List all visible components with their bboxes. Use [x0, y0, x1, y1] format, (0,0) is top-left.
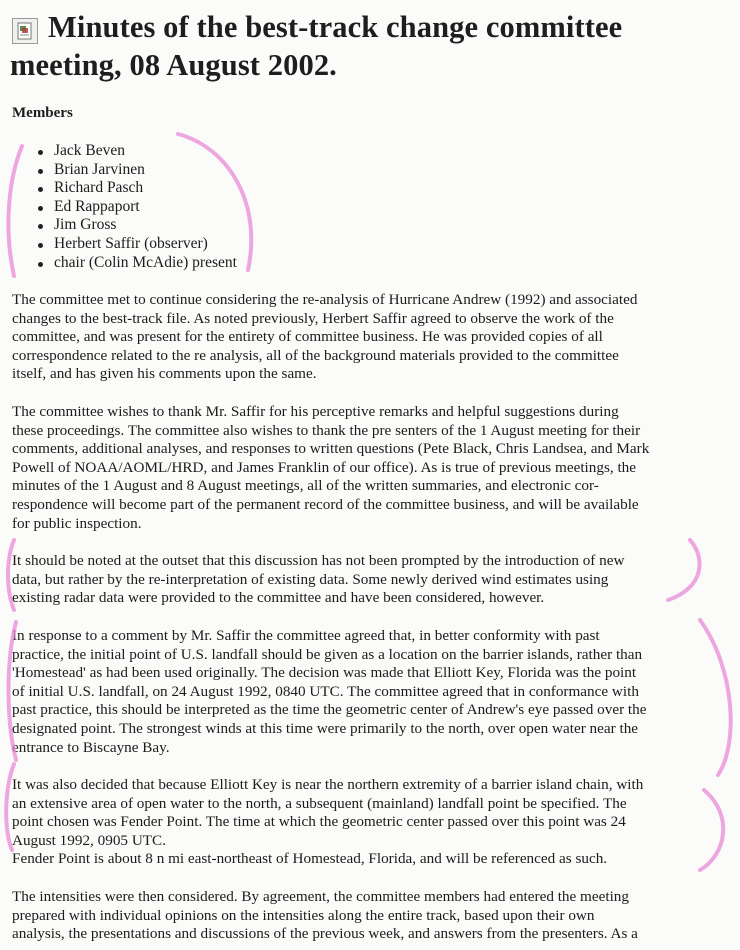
paragraph-line: point chosen was Fender Point. The time at which the geometric center passed over this point was 24 — [12, 813, 626, 831]
members-heading: Members — [12, 105, 73, 121]
paragraph-line: past practice, this should be interpreted as the time the geometric center of Andrew's eye passed over the — [12, 701, 647, 719]
paragraph-line: correspondence related to the re analysis, all of the background materials provided to the committee — [12, 346, 619, 364]
members-list — [16, 142, 237, 272]
paragraph-line: itself, and has given his comments upon the same. — [12, 365, 317, 383]
paragraph-line: data, but rather by the re-interpretation of existing data. Some newly derived wind estimates using — [12, 570, 609, 588]
member-item: Jack Beven — [16, 142, 237, 161]
paragraph-line: analysis, the presentations and discussions of the previous week, and answers from the presenters. As a — [12, 925, 638, 943]
member-item: Jim Gross — [16, 216, 237, 235]
paragraph-line: for public inspection. — [12, 514, 142, 532]
paragraph-line: an extensive area of open water to the north, a subsequent (mainland) landfall point be specified. The — [12, 794, 627, 812]
title-line-2: meeting, 08 August 2002. — [10, 48, 337, 82]
paragraph-line: 'Homestead' as had been used originally. The decision was made that Elliott Key, Florida was the point — [12, 664, 637, 682]
paragraph-line: It should be noted at the outset that this discussion has not been prompted by the introduction of new — [12, 552, 625, 569]
paragraph-4 — [12, 627, 730, 757]
member-item: chair (Colin McAdie) present — [16, 254, 237, 273]
paragraph-line: Fender Point is about 8 n mi east-northeast of Homestead, Florida, and will be referenced as such. — [12, 850, 608, 868]
paragraph-line: Powell of NOAA/AOML/HRD, and James Franklin of our office). As is true of previous meetings, the — [12, 458, 636, 476]
paragraph-5 — [12, 776, 730, 869]
paragraph-line: In response to a comment by Mr. Saffir the committee agreed that, in better conformity with past — [12, 627, 600, 644]
paragraph-line: existing radar data were provided to the committee and have been considered, however. — [12, 589, 545, 607]
document-icon — [12, 18, 38, 44]
paragraph-line: It was also decided that because Elliott Key is near the northern extremity of a barrier island chain, with — [12, 776, 644, 793]
paragraph-line: these proceedings. The committee also wishes to thank the pre senters of the 1 August meeting for their — [12, 421, 641, 439]
paragraph-line: minutes of the 1 August and 8 August meetings, all of the written summaries, and electronic cor- — [12, 477, 599, 495]
paragraph-2 — [12, 403, 730, 533]
paragraph-1 — [12, 291, 730, 384]
paragraph-line: of initial U.S. landfall, on 24 August 1992, 0840 UTC. The committee agreed that in conformance with — [12, 682, 639, 700]
paragraph-3 — [12, 552, 730, 608]
paragraph-6 — [12, 888, 730, 944]
member-item: Brian Jarvinen — [16, 161, 237, 180]
paragraph-line: changes to the best-track file. As noted previously, Herbert Saffir agreed to observe the work of the — [12, 309, 614, 327]
paragraph-line: designated point. The strongest winds at this time were primarily to the north, over open water near the — [12, 719, 639, 737]
title-line-1: Minutes of the best-track change committee — [48, 10, 623, 44]
title-row — [10, 8, 730, 84]
member-item: Ed Rappaport — [16, 198, 237, 217]
paragraph-line: committee, and was present for the entirety of committee business. He was provided copies of all — [12, 328, 603, 346]
paragraph-line: The intensities were then considered. By agreement, the committee members had entered the meeting — [12, 888, 629, 905]
paragraph-line: August 1992, 0905 UTC. — [12, 831, 166, 849]
paragraph-line: The committee met to continue considering the re-analysis of Hurricane Andrew (1992) and associated — [12, 291, 638, 308]
paragraph-line: practice, the initial point of U.S. landfall should be given as a location on the barrier islands, rather than — [12, 645, 643, 663]
member-item: Herbert Saffir (observer) — [16, 235, 237, 254]
member-item: Richard Pasch — [16, 179, 237, 198]
paragraph-line: prepared with individual opinions on the intensities along the entire track, based upon their own — [12, 906, 595, 924]
page-title — [10, 8, 730, 84]
paragraph-line: comments, additional analyses, and responses to written questions (Pete Black, Chris Landsea, and Mark — [12, 440, 650, 458]
paragraph-line: The committee wishes to thank Mr. Saffir for his perceptive remarks and helpful suggestions during — [12, 403, 619, 420]
paragraph-line: entrance to Biscayne Bay. — [12, 738, 170, 756]
paragraph-line: respondence will become part of the permanent record of the committee business, and will be available — [12, 495, 639, 513]
